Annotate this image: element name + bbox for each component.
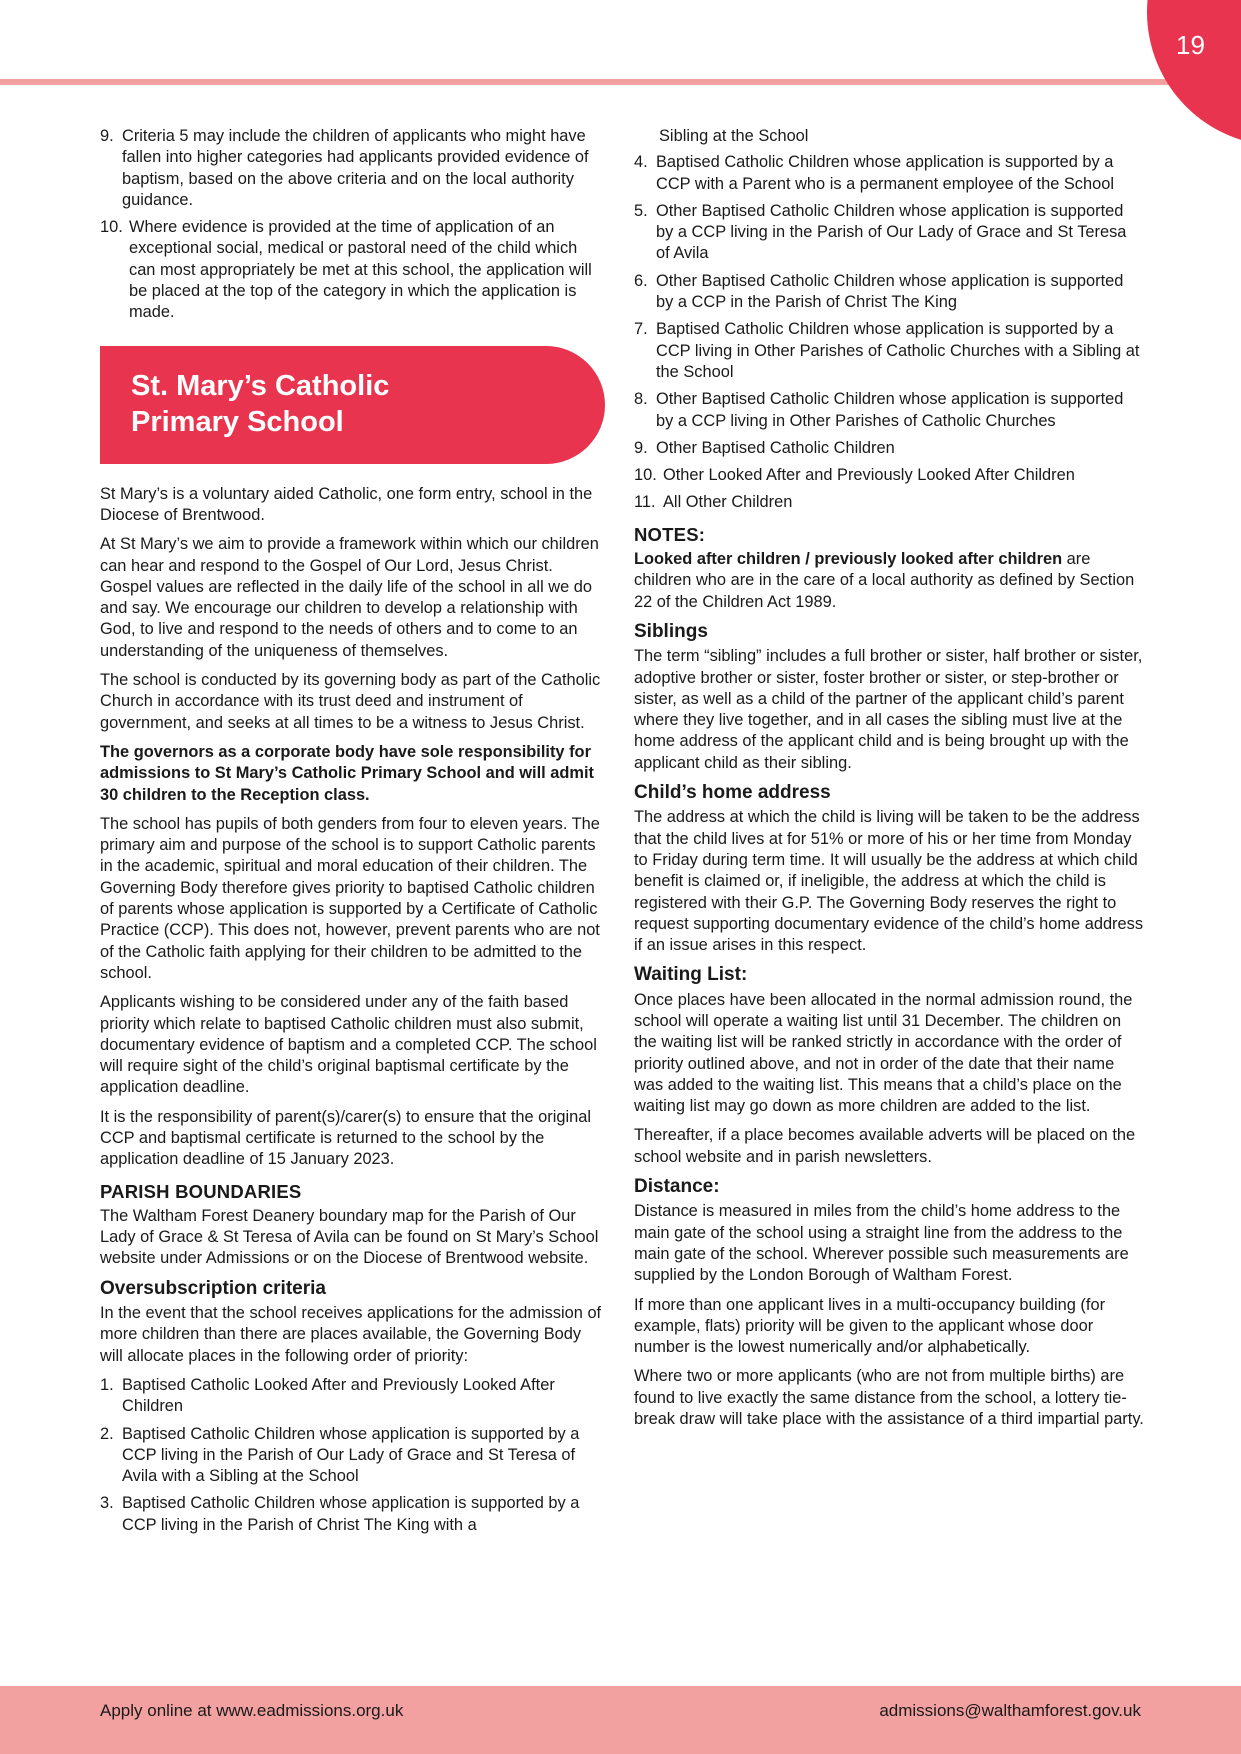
list-text: Other Looked After and Previously Looked After Children — [663, 466, 1075, 485]
list-number: 10. — [100, 218, 123, 237]
home-address-text: The address at which the child is living will be taken to be the address that the child lives at for 51% or more of his or her time from Monday to Friday during term time. It will usually be the address at which child benefit is claimed or, if ineligible, the address at which the child is registered with their G.P. The Governing Body reserves the right to request supporting documentary evidence of the child’s home address if an issue arises in this respect. — [634, 808, 1144, 955]
list-number: 9. — [634, 438, 648, 457]
list-number: 9. — [100, 127, 114, 145]
applicants-paragraph: Applicants wishing to be considered under any of the faith based priority which relate to baptised Catholic children must also submit, documentary evidence of baptism and a completed CCP. The school will require sight of the child’s original baptismal certificate by the application deadline. — [100, 993, 597, 1097]
notes-heading: NOTES: — [634, 523, 706, 545]
list-text: Baptised Catholic Children whose application is supported by a CCP living in the Parish of Christ The King with a — [122, 1494, 580, 1534]
list-number: 2. — [100, 1424, 114, 1443]
list-item — [100, 217, 605, 323]
pupils-paragraph: The school has pupils of both genders from four to eleven years. The primary aim and purpose of the school is to support Catholic parents in the academic, spiritual and moral education of their children. The Governing Body therefore gives priority to baptised Catholic children of parents whose application is supported by a Certificate of Catholic Practice (CCP). This does not, however, prevent parents who are not of the Catholic faith applying for their children to be admitted to the school. — [100, 814, 600, 982]
admissions-email-link[interactable]: admissions@walthamforest.gov.uk — [879, 1701, 1141, 1720]
criteria-continuation: Sibling at the School — [659, 127, 809, 145]
apply-online-link[interactable]: Apply online at www.eadmissions.org.uk — [100, 1701, 404, 1720]
waiting-list-text: Once places have been allocated in the normal admission round, the school will operate a waiting list until 31 December. The children on the waiting list will be ranked strictly in accordance with the order of priority outlined above, and not in order of the date that their name was added to the waiting list. This means that a child’s place on the waiting list may go down as more children are added to the list. — [634, 990, 1133, 1116]
header-rule — [0, 79, 1241, 85]
siblings-text: The term “sibling” includes a full brother or sister, half brother or sister, adoptive brother or sister, foster brother or sister, or step-brother or sister, as well as a child of the partner of the applicant child’s parent where they live together, and in all cases the sibling must live at the home address of the applicant child and is being brought up with the applicant child as their sibling. — [634, 647, 1143, 772]
notes-bold-term: Looked after children / previously looked after children — [634, 550, 1063, 569]
notes-text: are children who are in the care of a local authority as defined by Section 22 of the Children Act 1989. — [634, 550, 1135, 611]
list-item — [634, 438, 1144, 459]
distance-heading: Distance: — [634, 1176, 720, 1198]
school-title-banner — [100, 346, 605, 464]
notes-paragraph — [634, 549, 1144, 613]
list-item — [100, 1424, 605, 1488]
multi-occupancy-text: If more than one applicant lives in a multi-occupancy building (for example, flats) priority will be given to the applicant whose door number is the lowest numerically and/or alphabetically. — [634, 1295, 1106, 1357]
governors-statement: The governors as a corporate body have sole responsibility for admissions to St Mary’s Catholic Primary School and will admit 30 children to the Reception class. — [100, 742, 594, 804]
intro-paragraph: St Mary’s is a voluntary aided Catholic, one form entry, school in the Diocese of Brentwood. — [100, 484, 593, 524]
footer-bar — [0, 1686, 1241, 1754]
list-item — [634, 319, 1144, 383]
list-item — [634, 152, 1144, 195]
list-number: 3. — [100, 1494, 114, 1513]
oversubscription-list-continued — [634, 152, 1144, 513]
criteria-notes-list — [100, 126, 605, 324]
governance-paragraph: The school is conducted by its governing body as part of the Catholic Church in accordance with its trust deed and instrument of government, and seeks at all times to be a witness to Jesus Christ. — [100, 671, 601, 732]
list-item — [100, 1493, 605, 1536]
list-text: Baptised Catholic Children whose application is supported by a CCP living in Other Parishes of Catholic Churches with a Sibling at the School — [656, 320, 1140, 381]
home-address-heading: Child’s home address — [634, 782, 831, 804]
aim-paragraph: At St Mary’s we aim to provide a framework within which our children can hear and respond to the Gospel of Our Lord, Jesus Christ. Gospel values are reflected in the daily life of the school in all we do and say. We encourage our children to develop a relationship with God, to live and respond to the needs of others and to come to an understanding of the uniqueness of themselves. — [100, 535, 599, 660]
left-column — [100, 126, 605, 1542]
list-item — [634, 465, 1144, 486]
list-text: Where evidence is provided at the time of application of an exceptional social, medical or pastoral need of the child which can most appropriately be met at this school, the application will be placed at the top of the category in which the application is made. — [129, 218, 592, 322]
waiting-list-adverts-text: Thereafter, if a place becomes available adverts will be placed on the school website and in parish newsletters. — [634, 1126, 1136, 1166]
parish-boundaries-heading: PARISH BOUNDARIES — [100, 1180, 302, 1202]
list-number: 7. — [634, 320, 648, 339]
list-text: Baptised Catholic Looked After and Previously Looked After Children — [122, 1375, 555, 1416]
school-title-line2: Primary School — [131, 405, 344, 438]
list-text: Baptised Catholic Children whose application is supported by a CCP living in the Parish of Our Lady of Grace and St Teresa of Avila with a Sibling at the School — [122, 1424, 580, 1486]
distance-text: Distance is measured in miles from the child’s home address to the main gate of the school using a straight line from the address to the main gate of the school. Wherever possible such measurements are supplied by the London Borough of Waltham Forest. — [634, 1202, 1129, 1285]
list-number: 1. — [100, 1375, 114, 1394]
list-number: 11. — [634, 493, 656, 512]
waiting-list-heading: Waiting List: — [634, 964, 748, 986]
list-text: Criteria 5 may include the children of applicants who might have fallen into higher categories had applicants provided evidence of baptism, based on the above criteria and on the local authority guidance. — [122, 127, 589, 209]
list-text: All Other Children — [663, 493, 793, 512]
oversubscription-heading: Oversubscription criteria — [100, 1277, 326, 1299]
list-number: 5. — [634, 201, 648, 220]
list-number: 4. — [634, 153, 648, 172]
page-number: 19 — [1176, 30, 1205, 60]
list-text: Other Baptised Catholic Children whose application is supported by a CCP in the Parish of Christ The King — [656, 271, 1124, 312]
tie-break-text: Where two or more applicants (who are not from multiple births) are found to live exactly the same distance from the school, a lottery tie-break draw will take place with the assistance of a third impartial party. — [634, 1367, 1144, 1429]
list-item — [634, 201, 1144, 265]
list-number: 8. — [634, 390, 648, 409]
oversubscription-intro: In the event that the school receives applications for the admission of more children than there are places available, the Governing Body will allocate places in the following order of priority: — [100, 1304, 602, 1365]
list-text: Other Baptised Catholic Children — [656, 438, 895, 457]
list-number: 10. — [634, 466, 657, 485]
right-column — [634, 126, 1144, 1438]
list-text: Baptised Catholic Children whose application is supported by a CCP with a Parent who is a permanent employee of the School — [656, 153, 1114, 193]
siblings-heading: Siblings — [634, 620, 708, 642]
list-number: 6. — [634, 271, 648, 290]
corner-decoration — [1147, 0, 1241, 146]
list-item — [100, 126, 605, 211]
list-text: Other Baptised Catholic Children whose application is supported by a CCP living in Other Parishes of Catholic Churches — [656, 390, 1124, 430]
deadline-paragraph: It is the responsibility of parent(s)/carer(s) to ensure that the original CCP and baptismal certificate is returned to the school by the application deadline of 15 January 2023. — [100, 1107, 592, 1169]
list-item — [100, 1375, 605, 1418]
parish-boundaries-text: The Waltham Forest Deanery boundary map for the Parish of Our Lady of Grace & St Teresa of Avila can be found on St Mary’s School website under Admissions or on the Diocese of Brentwood website. — [100, 1206, 599, 1268]
list-item — [634, 389, 1144, 432]
school-title-line1: St. Mary’s Catholic — [131, 369, 390, 402]
list-item — [634, 492, 1144, 513]
list-text: Other Baptised Catholic Children whose application is supported by a CCP living in the Parish of Our Lady of Grace and St Teresa of Avila — [656, 201, 1127, 263]
oversubscription-list — [100, 1375, 605, 1536]
list-item — [634, 271, 1144, 314]
